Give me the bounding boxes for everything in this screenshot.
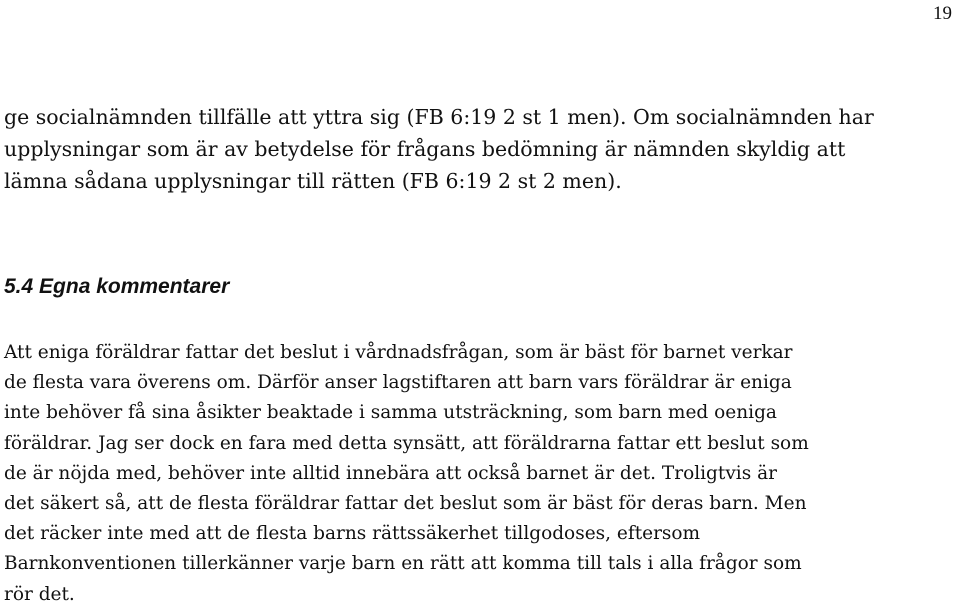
section-line: de flesta vara överens om. Därför anser lagstiftaren att barn vars föräldrar är eniga xyxy=(4,372,792,394)
section-line: föräldrar. Jag ser dock en fara med detta synsätt, att föräldrarna fattar ett beslut som xyxy=(4,432,809,454)
section-line: det säkert så, att de flesta föräldrar fattar det beslut som är bäst för deras barn. Men xyxy=(4,493,807,515)
intro-line: lämna sådana upplysningar till rätten (FB 6:19 2 st 2 men). xyxy=(4,169,622,193)
section-line: de är nöjda med, behöver inte alltid innebära att också barnet är det. Troligtvis är xyxy=(4,462,777,484)
page-number: 19 xyxy=(933,3,952,24)
section-line: inte behöver få sina åsikter beaktade i samma utsträckning, som barn med oeniga xyxy=(4,402,777,424)
intro-line: ge socialnämnden tillfälle att yttra sig (FB 6:19 2 st 1 men). Om socialnämnden har xyxy=(4,105,874,129)
section-paragraph xyxy=(4,338,956,610)
section-heading: 5.4 Egna kommentarer xyxy=(4,275,230,298)
section-line: Barnkonventionen tillerkänner varje barn en rätt att komma till tals i alla frågor som xyxy=(4,553,802,575)
intro-paragraph xyxy=(4,101,952,197)
section-line: rör det. xyxy=(4,583,75,605)
intro-line: upplysningar som är av betydelse för frågans bedömning är nämnden skyldig att xyxy=(4,137,846,161)
section-line: det räcker inte med att de flesta barns rättssäkerhet tillgodoses, eftersom xyxy=(4,523,701,545)
section-line: Att eniga föräldrar fattar det beslut i vårdnadsfrågan, som är bäst för barnet verkar xyxy=(4,342,793,363)
